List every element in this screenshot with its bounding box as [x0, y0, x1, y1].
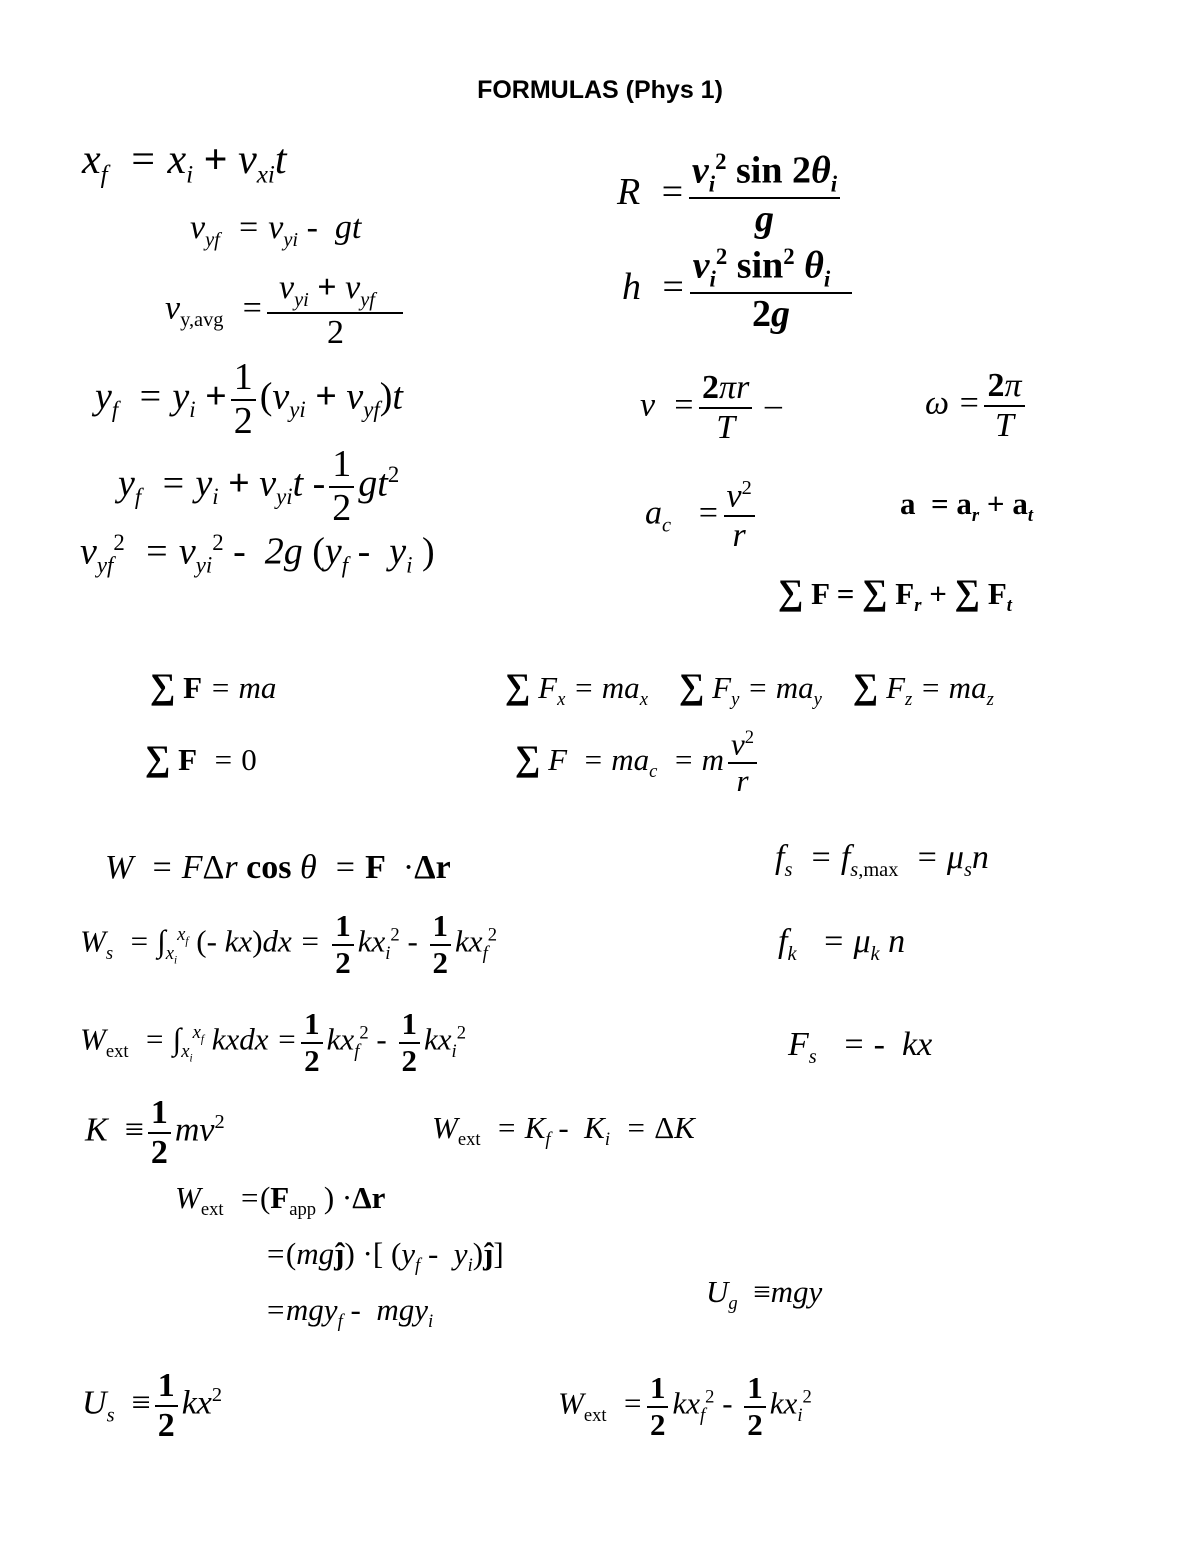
page-title: FORMULAS (Phys 1) [477, 76, 723, 104]
eq-newton-second: ∑ F = ma [150, 666, 277, 706]
eq-position-acc: $y_f = y_i + v_{yi}t$ - $\frac{1}{2}$ $gt^2$ [118, 443, 400, 529]
eq-velocity-squared: $v_{yf}^2 = v_{yi}^2 - 2g$ ($y_f - y_i$ ) [80, 530, 435, 578]
eq-total-accel: $a = a_r + a_t$ [900, 486, 1034, 527]
eq-newton-components: ∑ $F_x = ma_x$ ∑ $F_y = ma_y$ ∑ $F_z = ma_z$ [505, 666, 994, 711]
eq-max-height: h = $\frac{v_i^2 \sin^2 \theta_i}{2g}$ [622, 245, 856, 335]
eq-average-velocity: $v_{y,avg}$ = $\frac{v_{yi} + v_{yf}}{2}$ [165, 270, 407, 351]
eq-vertical-velocity: $v_{yf} = v_{yi}$ - gt [190, 209, 362, 251]
eq-position-avg: $y_f = y_i$ + $\frac{1}{2}$ $(v_{yi} + v_{yf})t$ [95, 356, 403, 442]
eq-orbital-speed: v = $\frac{2\pi r}{T}$ – [640, 369, 782, 446]
eq-static-friction: $f_s = f_{s,max} = \mu_sn$ [775, 839, 989, 881]
eq-spring-pe: $U_s$ ≡ $\frac{1}{2}$ $kx^2$ [82, 1367, 223, 1444]
eq-range: R = $\frac{v_i^2 \sin 2\theta_i}{g}$ [617, 150, 844, 240]
eq-gravity-work-2: =(mgĵ) ·[ ($y_f$ - $y_i)ĵ$] [265, 1236, 504, 1277]
eq-hooke-law: $F_s$ = - kx [788, 1026, 933, 1068]
eq-force-components: ∑ F = ∑ $F_r$ + ∑ $F_t$ [778, 572, 1012, 617]
eq-kinetic-friction: $f_k = \mu_k$ n [778, 923, 906, 965]
eq-gravitational-pe: $U_g \equiv mgy$ [706, 1274, 823, 1315]
eq-position: $x_f = x_i + v_{xi}t$ [82, 137, 287, 189]
eq-external-spring-work: $W_{ext}$ = $\frac{1}{2}$ $kx_f^2$ - $\frac{1}{2}$ $kx_i^2$ [558, 1370, 812, 1442]
eq-work-energy: $W_{ext} = K_f - K_i = \Delta K$ [432, 1110, 695, 1151]
eq-kinetic-energy: K ≡ $\frac{1}{2}$ $mv^2$ [85, 1094, 225, 1171]
eq-gravity-work-3: =mgy$_f$ - mgy$_i$ [265, 1292, 434, 1333]
eq-spring-work: $W_s = \int_{x_i}^{x_f}$ (- kx)dx = $\frac{1}{2}$ $kx_i^2$ - $\frac{1}{2}$ $kx_f^2$ [80, 908, 498, 980]
eq-gravity-work-1: $W_{ext} =(F_{app}$ ) ·Δr [175, 1180, 386, 1221]
eq-centripetal-accel: $a_c$ = $\frac{v^2}{r}$ [645, 478, 759, 554]
eq-angular-speed: ω = $\frac{2\pi}{T}$ [925, 368, 1029, 443]
eq-centripetal-force: ∑ $F = ma_c = m$ $\frac{v^2}{r}$ [515, 728, 761, 797]
eq-work-definition: W = FΔr cos θ = F ·Δr [105, 849, 451, 886]
eq-equilibrium: ∑ F = 0 [145, 738, 257, 778]
eq-external-work: $W_{ext} = \int_{x_i}^{x_f}$ kxdx = $\frac{1}{2}$ $kx_f^2$ - $\frac{1}{2}$ $kx_i^2$ [80, 1006, 466, 1078]
